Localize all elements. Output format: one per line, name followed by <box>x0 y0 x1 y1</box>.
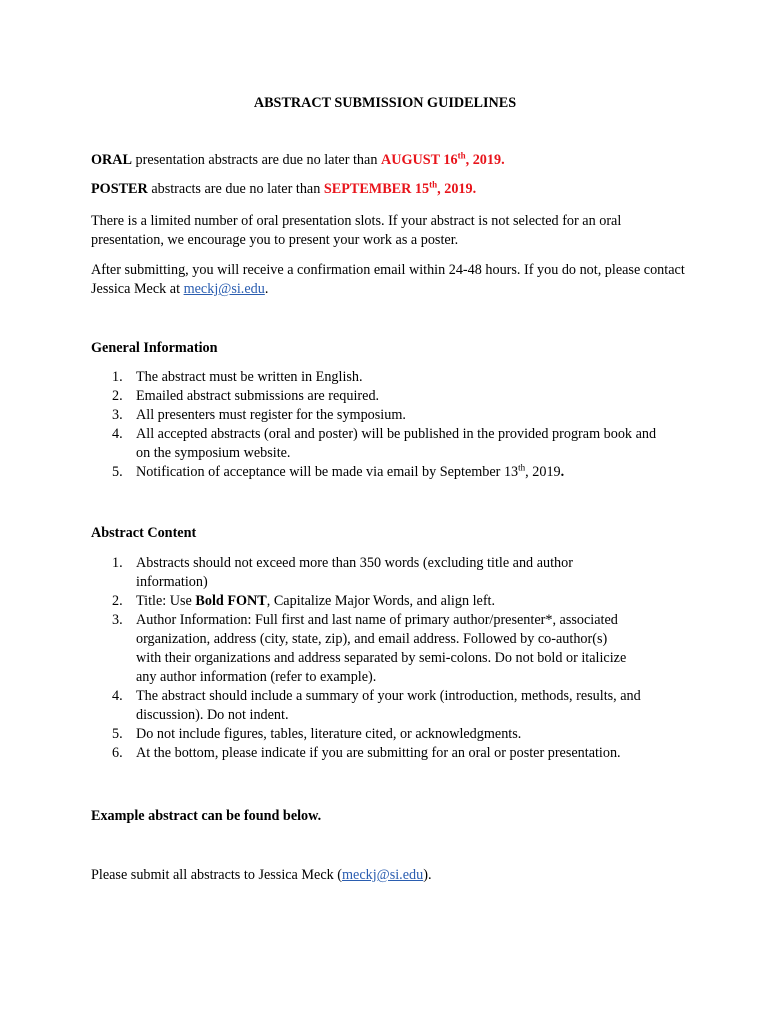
poster-label: POSTER <box>91 181 148 197</box>
list-item <box>91 387 691 406</box>
list-item <box>91 368 691 387</box>
page-title: ABSTRACT SUBMISSION GUIDELINES <box>253 95 517 111</box>
poster-deadline-date <box>324 181 476 197</box>
list-text-post: , Capitalize Major Words, and align left. <box>266 593 496 609</box>
list-item <box>91 725 691 744</box>
list-number: 3. <box>112 612 123 628</box>
oral-date-sup: th <box>457 150 466 161</box>
poster-date-sup: th <box>429 179 438 190</box>
abstract-content-list <box>91 554 691 763</box>
list-number: 4. <box>112 426 123 442</box>
list-text: Author Information: Full first and last name of primary author/presenter*, associated organization, address (city, state, zip), and email address. Followed by co-author(s) with their organizations and address separated by semi-colons. Do not bold or italicize any author information (refer to example). <box>136 612 627 685</box>
list-item <box>91 425 691 463</box>
list-number: 2. <box>112 388 123 404</box>
submit-paragraph <box>91 866 691 885</box>
list-item <box>91 744 691 763</box>
list-number: 6. <box>112 745 123 761</box>
abstract-content-heading: Abstract Content <box>91 525 197 541</box>
list-number: 1. <box>112 555 123 571</box>
slots-paragraph: There is a limited number of oral presentation slots. If your abstract is not selected for an oral presentation, we encourage you to present your work as a poster. <box>91 213 622 248</box>
confirmation-tail: . <box>264 281 269 297</box>
list-text: All presenters must register for the symposium. <box>136 407 406 423</box>
list-text-end: . <box>560 464 565 480</box>
list-number: 4. <box>112 688 123 704</box>
oral-deadline-text: presentation abstracts are due no later than <box>132 152 381 168</box>
list-text: Title: Use <box>136 593 196 609</box>
poster-date-main: SEPTEMBER 15 <box>323 181 430 197</box>
list-number: 5. <box>112 464 123 480</box>
list-number: 3. <box>112 407 123 423</box>
list-item <box>91 592 691 611</box>
list-text: Do not include figures, tables, literature cited, or acknowledgments. <box>136 726 522 742</box>
list-text: Emailed abstract submissions are required. <box>136 388 380 404</box>
poster-deadline-text: abstracts are due no later than <box>147 181 324 197</box>
list-item <box>91 406 691 425</box>
list-number: 5. <box>112 726 123 742</box>
list-text-bold: Bold FONT <box>195 593 267 609</box>
list-text-sup: th <box>518 462 526 473</box>
example-note: Example abstract can be found below. <box>91 808 322 824</box>
oral-label: ORAL <box>91 152 132 168</box>
oral-date-tail: , 2019. <box>465 152 505 168</box>
list-number: 2. <box>112 593 123 609</box>
list-item <box>91 611 691 687</box>
list-text-tail: , 2019 <box>525 464 561 480</box>
confirmation-text: After submitting, you will receive a confirmation email within 24-48 hours. If you do not, please contact Jessica Meck at <box>91 262 685 297</box>
list-text: Abstracts should not exceed more than 350 words (excluding title and author information) <box>136 555 573 590</box>
list-text: At the bottom, please indicate if you are submitting for an oral or poster presentation. <box>136 745 621 761</box>
submit-tail: ). <box>423 867 432 883</box>
oral-deadline <box>91 151 691 170</box>
submit-email-link[interactable]: meckj@si.edu <box>341 867 424 883</box>
general-info-heading: General Information <box>91 340 218 356</box>
list-text: Notification of acceptance will be made via email by September 13 <box>136 464 519 480</box>
confirmation-paragraph <box>91 261 685 299</box>
general-info-list <box>91 368 691 482</box>
list-number: 1. <box>112 369 123 385</box>
list-text: The abstract must be written in English. <box>136 369 363 385</box>
list-text: The abstract should include a summary of your work (introduction, methods, results, and discussion). Do not indent. <box>136 688 641 723</box>
list-item <box>91 463 691 482</box>
list-item <box>91 554 691 592</box>
oral-deadline-date <box>381 152 505 168</box>
submit-text: Please submit all abstracts to Jessica Meck ( <box>91 867 342 883</box>
list-item <box>91 687 691 725</box>
list-text: All accepted abstracts (oral and poster) will be published in the provided program book and on the symposium website. <box>136 426 657 461</box>
oral-date-main: AUGUST 16 <box>380 152 458 168</box>
poster-date-tail: , 2019. <box>437 181 477 197</box>
poster-deadline <box>91 180 691 199</box>
contact-email-link[interactable]: meckj@si.edu <box>183 281 265 297</box>
